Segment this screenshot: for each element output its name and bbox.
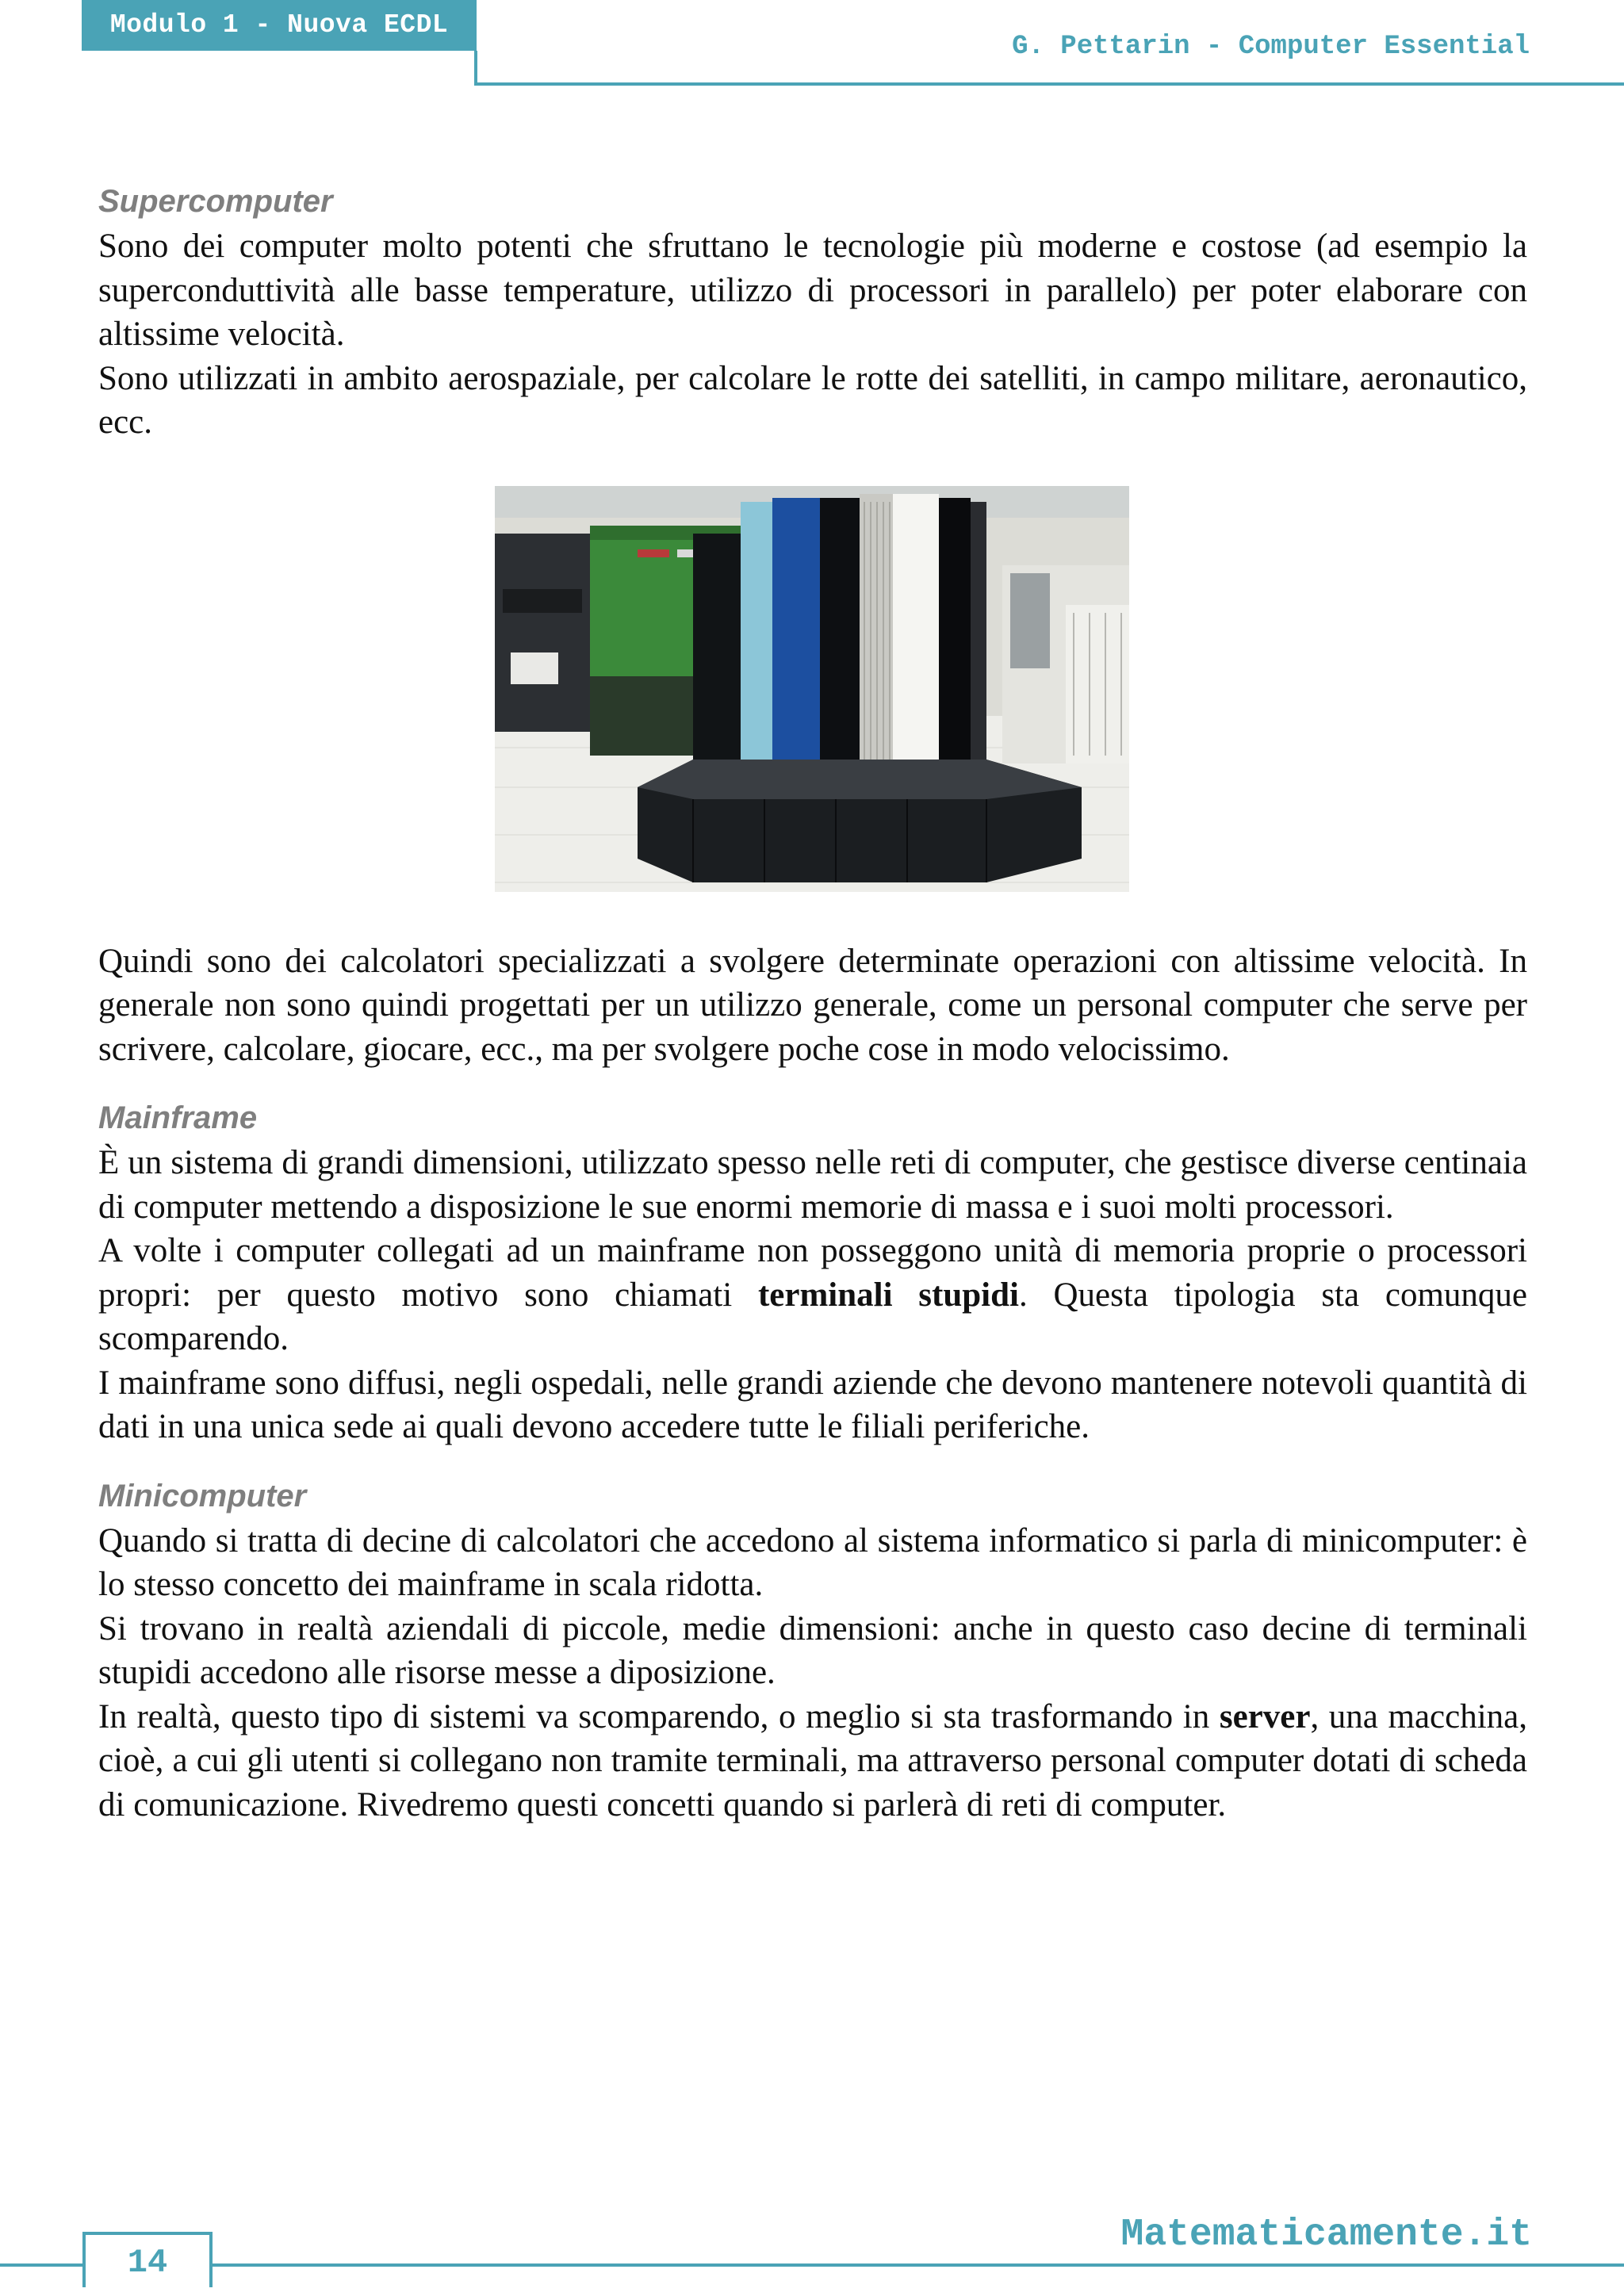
supercomputer-paragraph-2: Sono utilizzati in ambito aerospaziale, per calcolare le rotte dei satelliti, in campo militare, aeronautico, ecc.	[98, 359, 1527, 441]
site-name: Matematicamente.it	[1120, 2214, 1532, 2256]
supercomputer-paragraph-1: Sono dei computer molto potenti che sfruttano le tecnologie più moderne e costose (ad esempio la superconduttività alle basse temperature, utilizzo di processori in parallelo) per poter elaborare con altissime velocità.	[98, 228, 1527, 353]
header-divider-horizontal	[474, 82, 1624, 86]
module-label: Modulo 1 - Nuova ECDL	[82, 0, 477, 51]
book-title: G. Pettarin - Computer Essential	[1012, 32, 1530, 62]
section-title-supercomputer: Supercomputer	[98, 184, 333, 219]
minicomputer-paragraph-3-tail: , una macchina, cioè, a cui gli utenti si collegano non tramite terminali, ma attraverso personal computer dotati di scheda di comunicazione. Rivedremo questi concetti quando si parlerà di reti di computer.	[98, 1697, 1528, 1823]
figure-container	[98, 486, 1527, 892]
supercomputer-photo-icon	[495, 486, 1129, 892]
minicomputer-paragraph-3-text: In realtà, questo tipo di sistemi va scomparendo, o meglio si sta trasformando in	[98, 1697, 1220, 1735]
minicomputer-paragraph-3	[98, 1695, 1527, 1827]
footer-divider-right	[213, 2263, 1624, 2267]
mainframe-paragraph-2-text: A volte i computer collegati ad un mainframe non posseggono unità di memoria proprie o processori propri: per questo motivo sono chiamati	[98, 1232, 1527, 1314]
footer-divider-left	[0, 2263, 82, 2267]
term-terminali-stupidi: terminali stupidi	[757, 1276, 1019, 1314]
minicomputer-paragraph-1: Quando si tratta di decine di calcolatori che accedono al sistema informatico si parla di minicomputer: è lo stesso concetto dei mainframe in scala ridotta.	[98, 1521, 1527, 1603]
mainframe-paragraph-1: È un sistema di grandi dimensioni, utilizzato spesso nelle reti di computer, che gestisce diverse centinaia di computer mettendo a disposizione le sue enormi memorie di massa e i suoi molti processori.	[98, 1144, 1527, 1226]
mainframe-paragraph-2	[98, 1229, 1527, 1361]
term-server: server	[1219, 1697, 1311, 1735]
mainframe-paragraph-3: I mainframe sono diffusi, negli ospedali, nelle grandi aziende che devono mantenere notevoli quantità di dati in una unica sede ai quali devono accedere tutte le filiali periferiche.	[98, 1364, 1527, 1445]
section-title-mainframe: Mainframe	[98, 1100, 258, 1135]
header-divider-vertical	[474, 51, 477, 86]
page-number: 14	[82, 2232, 213, 2287]
mainframe-paragraph-2-tail: . Questa tipologia sta comunque scomparendo.	[98, 1276, 1527, 1357]
minicomputer-paragraph-2: Si trovano in realtà aziendali di piccole, medie dimensioni: anche in questo caso decine di terminali stupidi accedono alle risorse messe a diposizione.	[98, 1609, 1527, 1691]
supercomputer-paragraph-3: Quindi sono dei calcolatori specializzati a svolgere determinate operazioni con altissime velocità. In generale non sono quindi progettati per un utilizzo generale, come un personal computer che serve per scrivere, calcolare, giocare, ecc., ma per svolgere poche cose in modo velocissimo.	[98, 942, 1527, 1068]
section-title-minicomputer: Minicomputer	[98, 1478, 307, 1513]
page-content	[98, 178, 1527, 1827]
